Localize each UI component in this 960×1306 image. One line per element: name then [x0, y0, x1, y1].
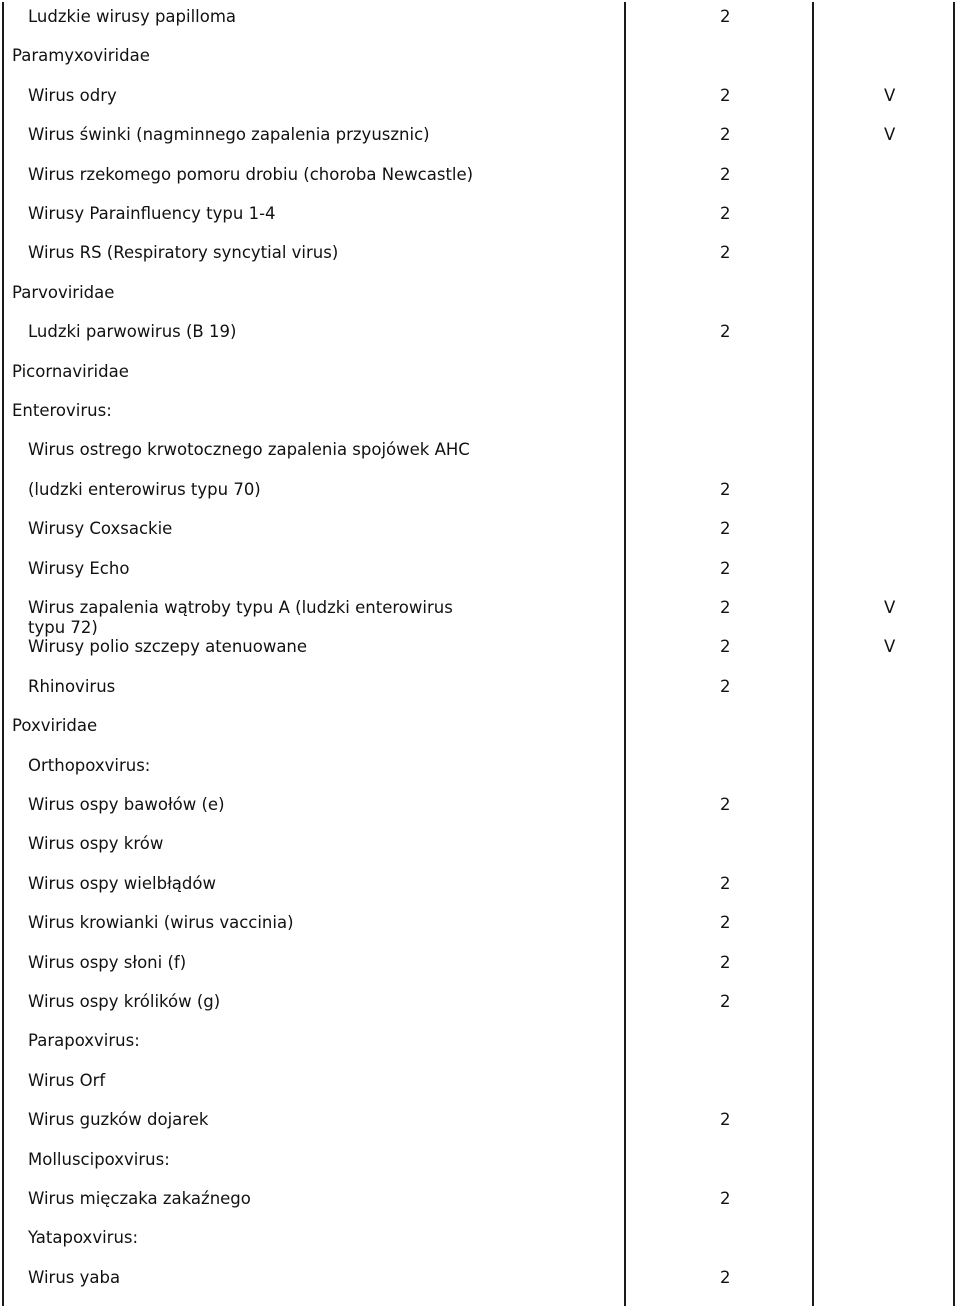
table-row — [0, 162, 960, 202]
table-row — [0, 753, 960, 793]
family-name: Enterovirus: — [12, 401, 112, 420]
risk-group-value: 2 — [720, 1110, 731, 1130]
risk-group-value: 2 — [720, 795, 731, 814]
table-row — [0, 1147, 960, 1187]
risk-group-value: 2 — [720, 913, 731, 933]
table-row — [0, 871, 960, 911]
risk-group-value: 2 — [720, 1267, 731, 1287]
table-row — [0, 319, 960, 359]
table-row — [0, 1265, 960, 1305]
risk-group-value: 2 — [720, 598, 731, 617]
vaccine-mark: V — [884, 85, 896, 105]
table-row — [0, 989, 960, 1029]
virus-name: Ludzkie wirusy papilloma — [28, 7, 237, 26]
table-row — [0, 556, 960, 596]
family-name: Picornaviridae — [12, 361, 129, 381]
virus-name: Wirus krowianki (wirus vaccinia) — [28, 913, 294, 933]
risk-group-value: 2 — [720, 676, 731, 696]
table-row — [0, 201, 960, 241]
risk-group-value: 2 — [720, 519, 731, 539]
virus-name: Rhinovirus — [28, 676, 116, 696]
virus-name: Molluscipoxvirus: — [28, 1149, 170, 1169]
table-row — [0, 634, 960, 674]
risk-group-value: 2 — [720, 637, 731, 657]
virus-name: Wirus ospy królików (g) — [28, 992, 221, 1011]
family-name: Paramyxoviridae — [12, 46, 150, 66]
virus-name: (ludzki enterowirus typu 70) — [28, 479, 261, 499]
virus-name: Wirus Orf — [28, 1070, 106, 1090]
risk-group-value: 2 — [720, 7, 731, 26]
vaccine-mark: V — [884, 125, 896, 145]
table-row — [0, 437, 960, 477]
risk-group-value: 2 — [720, 85, 731, 105]
virus-name: Wirus rzekomego pomoru drobiu (choroba Newcastle) — [28, 164, 474, 184]
risk-group-value: 2 — [720, 558, 731, 578]
table-row — [0, 1186, 960, 1226]
virus-name: Wirus guzków dojarek — [28, 1110, 209, 1130]
table-row — [0, 950, 960, 990]
virus-name: Orthopoxvirus: — [28, 755, 151, 775]
virus-name: Wirus ospy bawołów (e) — [28, 795, 225, 814]
vaccine-mark: V — [884, 637, 896, 657]
table-row — [0, 1225, 960, 1265]
risk-group-value: 2 — [720, 952, 731, 972]
virus-name: Wirus yaba — [28, 1267, 121, 1287]
virus-name: Wirusy Echo — [28, 558, 130, 578]
risk-group-value: 2 — [720, 125, 731, 145]
vaccine-mark: V — [884, 598, 896, 617]
family-row — [0, 713, 960, 753]
table-row — [0, 1068, 960, 1108]
virus-name: Wirus ostrego krwotocznego zapalenia spojówek AHC — [28, 440, 470, 460]
virus-name: Wirus RS (Respiratory syncytial virus) — [28, 243, 339, 263]
virus-name: Wirusy Coxsackie — [28, 519, 173, 539]
virus-name: Wirusy Parainfluency typu 1-4 — [28, 204, 276, 223]
family-name: Parvoviridae — [12, 282, 115, 302]
table-row — [0, 516, 960, 556]
risk-group-value: 2 — [720, 479, 731, 499]
family-row — [0, 359, 960, 399]
risk-group-value: 2 — [720, 1189, 731, 1208]
risk-group-value: 2 — [720, 322, 731, 342]
virus-name: Wirus świnki (nagminnego zapalenia przyusznic) — [28, 125, 430, 145]
family-row — [0, 280, 960, 320]
table-row — [0, 4, 960, 44]
table-row — [0, 910, 960, 950]
family-row — [0, 398, 960, 438]
virus-name: Wirusy polio szczepy atenuowane — [28, 637, 308, 657]
virus-name: Wirus mięczaka zakaźnego — [28, 1189, 251, 1208]
table-row — [0, 674, 960, 714]
table-row — [0, 1107, 960, 1147]
family-name: Poxviridae — [12, 716, 98, 736]
risk-group-value: 2 — [720, 873, 731, 893]
virus-name: Wirus zapalenia wątroby typu A (ludzki enterowirus typu 72) — [28, 598, 453, 637]
virus-name: Wirus ospy krów — [28, 834, 164, 854]
virus-name: Yatapoxvirus: — [28, 1228, 139, 1248]
risk-group-value: 2 — [720, 164, 731, 184]
table-row — [0, 83, 960, 123]
table-row — [0, 240, 960, 280]
table-row — [0, 477, 960, 517]
virus-name: Parapoxvirus: — [28, 1031, 140, 1051]
table-row — [0, 831, 960, 871]
virus-name: Wirus odry — [28, 85, 117, 105]
virus-name: Wirus ospy słoni (f) — [28, 952, 187, 972]
risk-group-value: 2 — [720, 992, 731, 1011]
table-row — [0, 595, 960, 635]
risk-group-value: 2 — [720, 204, 731, 223]
table-row — [0, 122, 960, 162]
table-row — [0, 1028, 960, 1068]
risk-group-value: 2 — [720, 243, 731, 263]
virus-name: Wirus ospy wielbłądów — [28, 873, 216, 893]
table-row — [0, 792, 960, 832]
family-row — [0, 43, 960, 83]
virus-name: Ludzki parwowirus (B 19) — [28, 322, 237, 342]
